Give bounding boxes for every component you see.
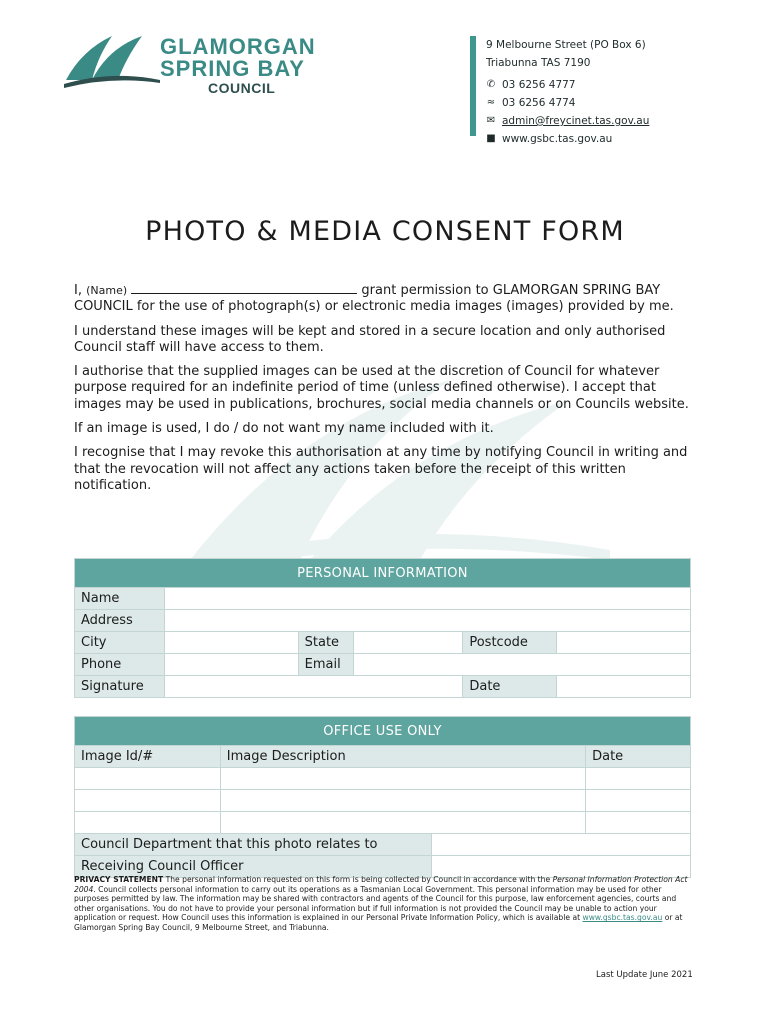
page-title: PHOTO & MEDIA CONSENT FORM bbox=[145, 216, 625, 247]
signature-label: Signature bbox=[75, 676, 165, 698]
council-logo-text bbox=[160, 36, 316, 96]
name-field[interactable] bbox=[164, 588, 690, 610]
consent-paragraph-1 bbox=[74, 283, 698, 316]
privacy-text-1: The personal information requested on this form is being collected by Council in accordance with the bbox=[163, 875, 553, 884]
name-hint: (Name) bbox=[86, 284, 128, 297]
contact-block bbox=[486, 36, 649, 148]
p1-rest: grant permission to GLAMORGAN SPRING BAY COUNCIL for the use of photograph(s) or electronic media images (images) provided by me. bbox=[74, 283, 674, 315]
privacy-text-2: . Council collects personal information to carry out its operations as a Tasmanian Local Government. This personal information may be used for other purposes permitted by law. The information may be shared with contractors and agents of the Council for this purpose, law enforcement agencies, courts and other organisations. You do not have to provide your personal information but if full information is not provided the Council may be unable to action your application or request. How Council uses this information is explained in our Personal Private Information Policy, which is available at bbox=[74, 884, 677, 923]
consent-paragraph-4: If an image is used, I do / do not want my name included with it. bbox=[74, 421, 494, 437]
office-date-header: Date bbox=[586, 746, 691, 768]
privacy-label: PRIVACY STATEMENT bbox=[74, 875, 164, 884]
web-link[interactable]: www.gsbc.tas.gov.au bbox=[502, 133, 613, 145]
logo-line-1: GLAMORGAN bbox=[160, 34, 316, 59]
privacy-text-3: or at Glamorgan Spring Bay Council, 9 Melbourne Street, and Triabunna. bbox=[74, 913, 683, 932]
image-description-cell[interactable] bbox=[220, 812, 585, 834]
address-line-2: Triabunna TAS 7190 bbox=[486, 57, 591, 69]
date-field[interactable] bbox=[557, 676, 691, 698]
signature-field[interactable] bbox=[164, 676, 462, 698]
image-description-header: Image Description bbox=[220, 746, 585, 768]
consent-paragraph-5: I recognise that I may revoke this authorisation at any time by notifying Council in writing and that the revocation will not affect any actions taken before the receipt of this written notification. bbox=[74, 445, 688, 493]
phone-icon: ✆ bbox=[486, 79, 496, 90]
fax-icon: ≈ bbox=[486, 97, 496, 108]
privacy-website-link[interactable]: www.gsbc.tas.gov.au bbox=[582, 913, 663, 923]
web-row bbox=[486, 130, 649, 148]
table-row bbox=[75, 790, 691, 812]
address-line-1: 9 Melbourne Street (PO Box 6) bbox=[486, 39, 646, 51]
office-date-cell[interactable] bbox=[586, 790, 691, 812]
phone-row bbox=[486, 76, 649, 94]
date-label: Date bbox=[463, 676, 557, 698]
contact-accent-bar bbox=[470, 36, 476, 136]
consent-paragraph-2: I understand these images will be kept and stored in a secure location and only authorised Council staff will have access to them. bbox=[74, 323, 666, 355]
fax-row bbox=[486, 94, 649, 112]
office-date-cell[interactable] bbox=[586, 812, 691, 834]
table-row bbox=[75, 812, 691, 834]
phone-field[interactable] bbox=[164, 654, 298, 676]
phone-number: 03 6256 4777 bbox=[502, 79, 576, 91]
image-id-cell[interactable] bbox=[75, 768, 221, 790]
personal-information-table bbox=[74, 558, 691, 698]
logo-line-2: SPRING BAY bbox=[160, 56, 305, 81]
privacy-act: Personal Information Protection Act 2004 bbox=[74, 875, 688, 894]
address-label: Address bbox=[75, 610, 165, 632]
office-use-table bbox=[74, 716, 691, 878]
postcode-field[interactable] bbox=[557, 632, 691, 654]
consent-paragraph-3: I authorise that the supplied images can be used at the discretion of Council for whatever purpose required for an indefinite period of time (unless defined otherwise). I accept that images may be used in publications, brochures, social media channels or on Councils website. bbox=[74, 364, 689, 412]
image-id-header: Image Id/# bbox=[75, 746, 221, 768]
email-row bbox=[486, 112, 649, 130]
email-link[interactable]: admin@freycinet.tas.gov.au bbox=[502, 115, 650, 127]
image-id-cell[interactable] bbox=[75, 812, 221, 834]
office-date-cell[interactable] bbox=[586, 768, 691, 790]
email-icon: ✉ bbox=[486, 115, 496, 126]
phone-label: Phone bbox=[75, 654, 165, 676]
city-label: City bbox=[75, 632, 165, 654]
image-description-cell[interactable] bbox=[220, 768, 585, 790]
privacy-statement bbox=[74, 875, 690, 933]
address-field[interactable] bbox=[164, 610, 690, 632]
council-logo-icon bbox=[62, 30, 162, 90]
image-id-cell[interactable] bbox=[75, 790, 221, 812]
consent-body bbox=[74, 283, 698, 502]
web-icon: ■ bbox=[486, 133, 496, 144]
email-field[interactable] bbox=[353, 654, 690, 676]
officer-label: Receiving Council Officer bbox=[75, 856, 432, 878]
postcode-label: Postcode bbox=[463, 632, 557, 654]
state-label: State bbox=[298, 632, 353, 654]
last-update-footer: Last Update June 2021 bbox=[596, 970, 693, 980]
department-field[interactable] bbox=[432, 834, 691, 856]
name-label: Name bbox=[75, 588, 165, 610]
department-label: Council Department that this photo relates to bbox=[75, 834, 432, 856]
state-field[interactable] bbox=[353, 632, 463, 654]
fax-number: 03 6256 4774 bbox=[502, 97, 576, 109]
personal-information-header: PERSONAL INFORMATION bbox=[75, 559, 691, 588]
name-blank[interactable] bbox=[131, 283, 357, 294]
image-description-cell[interactable] bbox=[220, 790, 585, 812]
logo-line-3: COUNCIL bbox=[208, 80, 276, 96]
table-row bbox=[75, 768, 691, 790]
office-use-header: OFFICE USE ONLY bbox=[75, 717, 691, 746]
p1-start: I, bbox=[74, 283, 87, 298]
city-field[interactable] bbox=[164, 632, 298, 654]
email-label: Email bbox=[298, 654, 353, 676]
